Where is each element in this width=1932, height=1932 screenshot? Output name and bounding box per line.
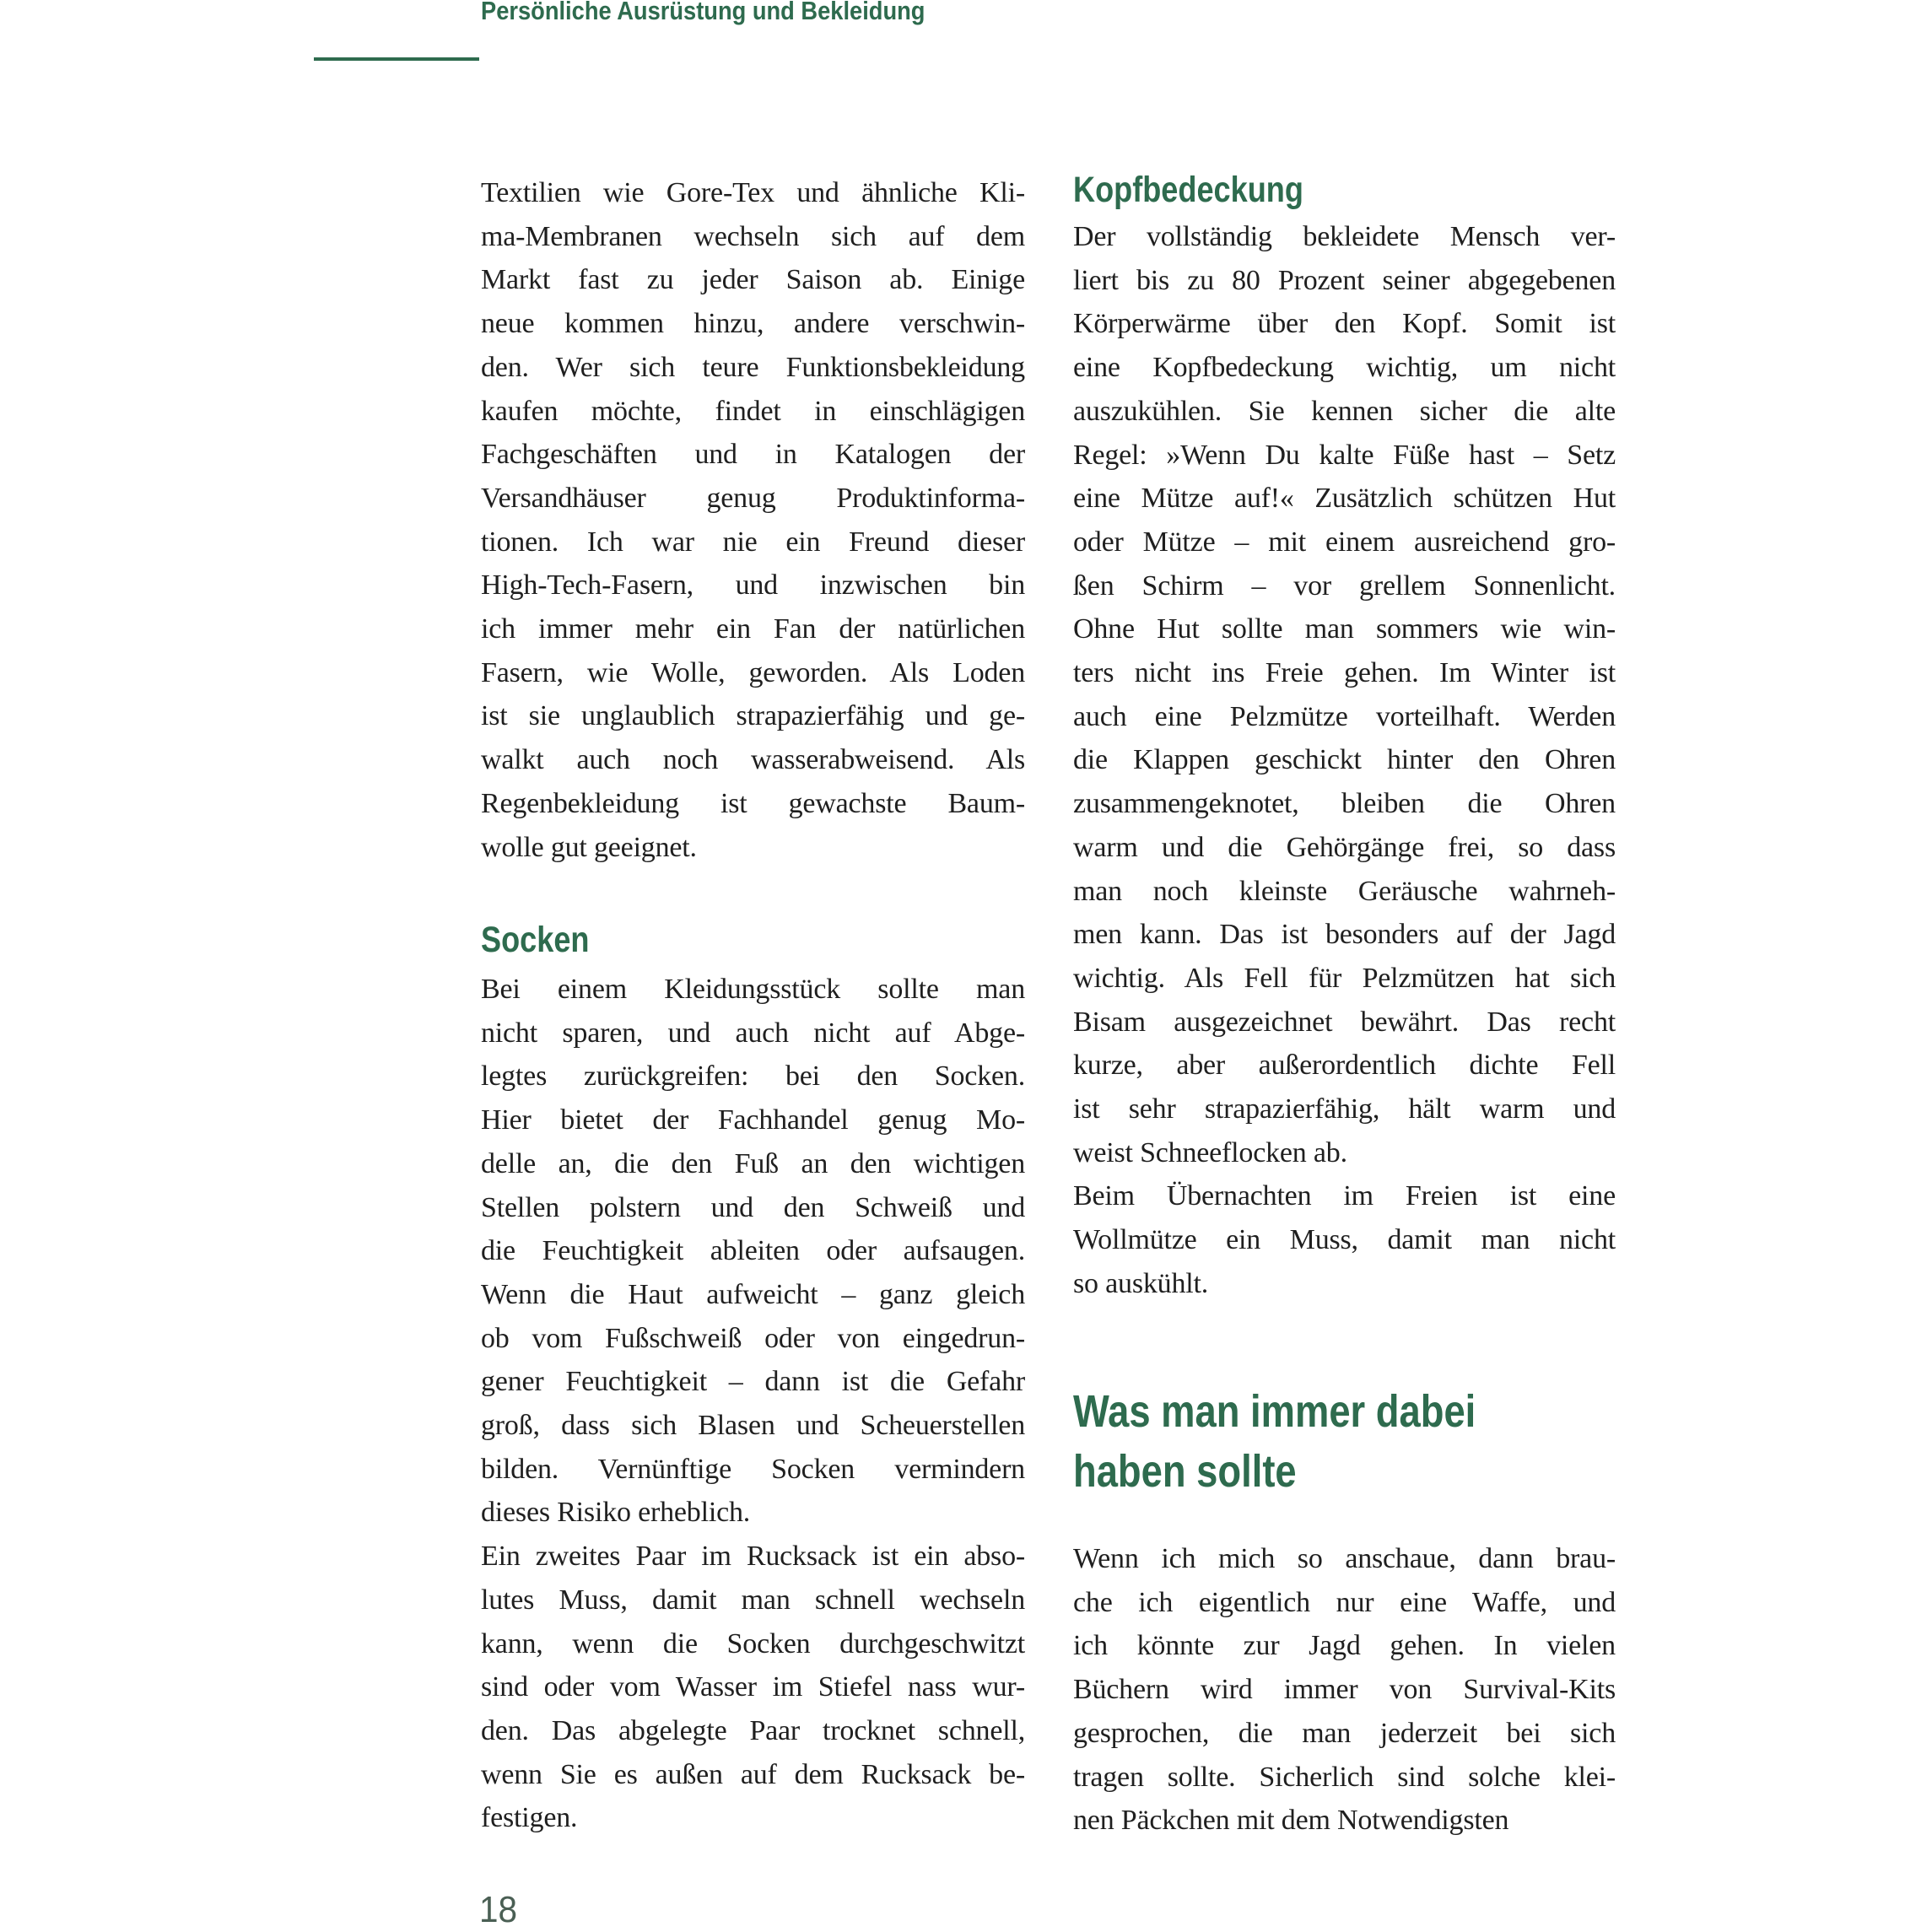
left-column-paragraph-textiles	[481, 171, 1025, 869]
text-line: die Klappen geschickt hinter den Ohren	[1073, 744, 1616, 776]
kopfbedeckung-paragraph-2	[1073, 1174, 1616, 1305]
kopfbedeckung-paragraph-1	[1073, 215, 1616, 1174]
text-line: Textilien wie Gore-Tex und ähnliche Kli-	[481, 177, 1025, 208]
left-column-socken-text	[481, 968, 1025, 1840]
text-line: tragen sollte. Sicherlich sind solche klei-	[1073, 1761, 1616, 1793]
text-line: nen Päckchen mit dem Notwendigsten	[1073, 1805, 1509, 1837]
text-line: oder Mütze – mit einem ausreichend gro-	[1073, 526, 1616, 558]
text-line: gener Feuchtigkeit – dann ist die Gefahr	[481, 1366, 1025, 1398]
text-line: Fasern, wie Wolle, geworden. Als Loden	[481, 656, 1025, 688]
text-line: Regenbekleidung ist gewachste Baum-	[481, 787, 1025, 819]
text-line: den. Wer sich teure Funktionsbekleidung	[481, 351, 1025, 383]
text-line: auch eine Pelzmütze vorteilhaft. Werden	[1073, 700, 1616, 732]
page-number: 18	[479, 1889, 518, 1930]
text-line: Ohne Hut sollte man sommers wie win-	[1073, 613, 1616, 645]
text-line: Bisam ausgezeichnet bewährt. Das recht	[1073, 1006, 1616, 1038]
text-line: delle an, die den Fuß an den wichtigen	[481, 1147, 1025, 1179]
text-line: ma-Membranen wechseln sich auf dem	[481, 220, 1025, 252]
text-line: haben sollte	[1073, 1446, 1297, 1497]
text-line: zusammengeknotet, bleiben die Ohren	[1073, 788, 1616, 820]
text-line: ters nicht ins Freie gehen. Im Winter ist	[1073, 657, 1616, 689]
text-line: man noch kleinste Geräusche wahrneh-	[1073, 875, 1616, 907]
text-line: neue kommen hinzu, andere verschwin-	[481, 308, 1025, 340]
text-line: groß, dass sich Blasen und Scheuerstellen	[481, 1410, 1025, 1442]
text-line: kurze, aber außerordentlich dichte Fell	[1073, 1050, 1616, 1082]
text-line: Wollmütze ein Muss, damit man nicht	[1073, 1224, 1616, 1256]
text-line: Hier bietet der Fachhandel genug Mo-	[481, 1104, 1025, 1136]
text-line: legtes zurückgreifen: bei den Socken.	[481, 1060, 1025, 1093]
socken-paragraph-2	[481, 1535, 1025, 1840]
text-line: Markt fast zu jeder Saison ab. Einige	[481, 264, 1025, 296]
section-heading-was-man-immer-dabei	[1073, 1382, 1529, 1502]
text-line: High-Tech-Fasern, und inzwischen bin	[481, 569, 1025, 602]
text-line: Fachgeschäften und in Katalogen der	[481, 439, 1025, 471]
running-head: Persönliche Ausrüstung und Bekleidung	[481, 0, 926, 25]
subheading-kopfbedeckung: Kopfbedeckung	[1073, 170, 1303, 210]
text-line: Beim Übernachten im Freien ist eine	[1073, 1180, 1616, 1212]
text-line: liert bis zu 80 Prozent seiner abgegebenen	[1073, 264, 1616, 296]
text-line: warm und die Gehörgänge frei, so dass	[1073, 831, 1616, 863]
text-line: den. Das abgelegte Paar trocknet schnell,	[481, 1714, 1025, 1746]
text-line: sind oder vom Wasser im Stiefel nass wur-	[481, 1671, 1025, 1703]
text-line: dieses Risiko erheblich.	[481, 1497, 751, 1529]
text-line: gesprochen, die man jederzeit bei sich	[1073, 1717, 1616, 1749]
text-line: eine Kopfbedeckung wichtig, um nicht	[1073, 352, 1616, 384]
text-line: walkt auch noch wasserabweisend. Als	[481, 744, 1025, 776]
text-line: eine Mütze auf!« Zusätzlich schützen Hut	[1073, 483, 1616, 515]
text-line: Büchern wird immer von Survival-Kits	[1073, 1674, 1616, 1706]
text-line: Körperwärme über den Kopf. Somit ist	[1073, 308, 1616, 340]
text-line: ob vom Fußschweiß oder von eingedrun-	[481, 1322, 1025, 1354]
text-line: Wenn ich mich so anschaue, dann brau-	[1073, 1543, 1616, 1574]
text-line: bilden. Vernünftige Socken vermindern	[481, 1453, 1025, 1485]
text-line: Der vollständig bekleidete Mensch ver-	[1073, 221, 1616, 252]
text-line: lutes Muss, damit man schnell wechseln	[481, 1584, 1025, 1616]
text-line: wolle gut geeignet.	[481, 831, 697, 863]
text-line: Wenn die Haut aufweicht – ganz gleich	[481, 1278, 1025, 1310]
text-line: Versandhäuser genug Produktinforma-	[481, 482, 1025, 514]
text-line: Stellen polstern und den Schweiß und	[481, 1191, 1025, 1223]
text-line: so auskühlt.	[1073, 1267, 1209, 1299]
text-line: ßen Schirm – vor grellem Sonnenlicht.	[1073, 569, 1616, 602]
text-line: die Feuchtigkeit ableiten oder aufsaugen.	[481, 1235, 1025, 1267]
subheading-socken: Socken	[481, 920, 590, 960]
text-line: ist sehr strapazierfähig, hält warm und	[1073, 1093, 1616, 1125]
right-column-kopfbedeckung-text	[1073, 215, 1616, 1306]
text-line: Was man immer dabei	[1073, 1386, 1476, 1437]
text-line: kaufen möchte, findet in einschlägigen	[481, 395, 1025, 427]
text-line: che ich eigentlich nur eine Waffe, und	[1073, 1586, 1616, 1618]
text-line: men kann. Das ist besonders auf der Jagd	[1073, 919, 1616, 951]
text-line: wichtig. Als Fell für Pelzmützen hat sich	[1073, 962, 1616, 994]
text-line: Regel: »Wenn Du kalte Füße hast – Setz	[1073, 439, 1616, 471]
text-line: Bei einem Kleidungsstück sollte man	[481, 974, 1025, 1005]
text-line: tionen. Ich war nie ein Freund dieser	[481, 526, 1025, 558]
text-line: weist Schneeflocken ab.	[1073, 1136, 1347, 1168]
text-line: auszukühlen. Sie kennen sicher die alte	[1073, 395, 1616, 427]
text-line: ich könnte zur Jagd gehen. In vielen	[1073, 1630, 1616, 1662]
text-line: festigen.	[481, 1802, 578, 1834]
text-line: nicht sparen, und auch nicht auf Abge-	[481, 1017, 1025, 1049]
text-line: ich immer mehr ein Fan der natürlichen	[481, 613, 1025, 645]
text-line: Ein zweites Paar im Rucksack ist ein abso-	[481, 1541, 1025, 1573]
section-rule	[314, 57, 479, 61]
text-line: ist sie unglaublich strapazierfähig und ge-	[481, 700, 1025, 732]
socken-paragraph-1	[481, 968, 1025, 1535]
text-line: kann, wenn die Socken durchgeschwitzt	[481, 1627, 1025, 1659]
right-column-was-man-paragraph	[1073, 1537, 1616, 1843]
text-line: wenn Sie es außen auf dem Rucksack be-	[481, 1758, 1025, 1790]
